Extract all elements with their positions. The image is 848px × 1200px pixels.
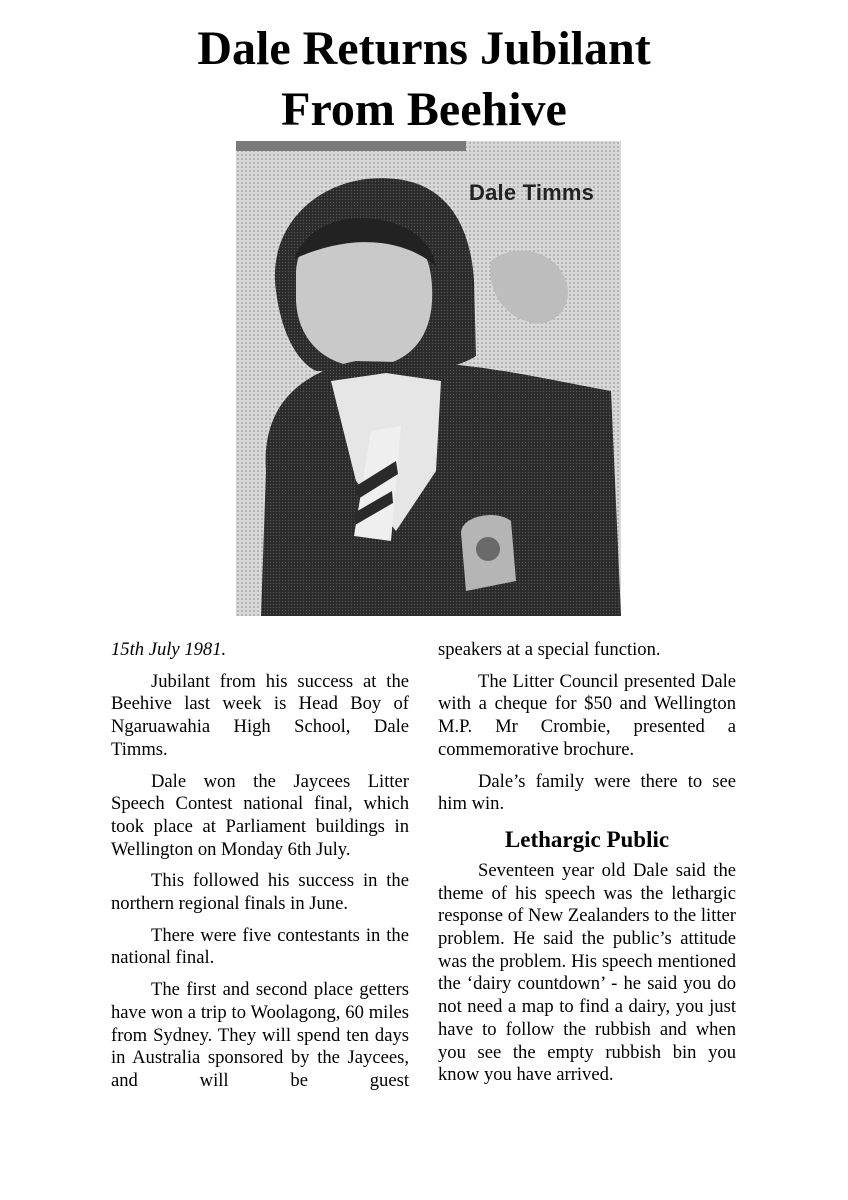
article-dateline: 15th July 1981.	[111, 639, 227, 660]
paragraph: Dale won the Jaycees Litter Speech Contest national final, which took place at Parliament buildings in Wellington on Monday 6th July.	[111, 770, 409, 860]
headline-line-2: From Beehive	[281, 83, 567, 136]
paragraph: There were five contestants in the national final.	[111, 924, 409, 969]
article-column-left	[111, 639, 409, 1102]
section-subheading: Lethargic Public	[504, 826, 670, 852]
newspaper-photo	[236, 141, 621, 616]
portrait-illustration	[236, 141, 621, 616]
paragraph: Dale’s family were there to see him win.	[438, 770, 736, 815]
badge-emblem	[476, 537, 500, 561]
article-column-right	[438, 639, 736, 1096]
blazer-shape	[261, 361, 621, 616]
photo-caption: Dale Timms	[469, 180, 595, 205]
clipped-text-strip	[236, 141, 466, 151]
paragraph-continuation: speakers at a special function.	[438, 639, 661, 660]
headline-line-1: Dale Returns Jubilant	[197, 22, 651, 75]
paragraph: The Litter Council presented Dale with a cheque for $50 and Wellington M.P. Mr Crombie, presented a commemorative brochure.	[438, 670, 736, 760]
paragraph: Seventeen year old Dale said the theme of his speech was the lethargic response of New Zealanders to the litter problem. He said the public’s attitude was the problem. His speech mentioned the ‘dairy countdown’ - he said you do not need a map to find a dairy, you just have to follow the rubbish and when you see the empty rubbish bin you know you have arrived.	[438, 859, 736, 1086]
paragraph: This followed his success in the northern regional finals in June.	[111, 870, 409, 915]
paragraph: The first and second place getters have won a trip to Woolagong, 60 miles from Sydney. They will spend ten days in Australia sponsored by the Jaycees, and will be guest	[111, 979, 409, 1091]
paragraph: Jubilant from his success at the Beehive last week is Head Boy of Ngaruawahia High School, Dale Timms.	[111, 670, 409, 760]
article-headline	[60, 18, 788, 140]
